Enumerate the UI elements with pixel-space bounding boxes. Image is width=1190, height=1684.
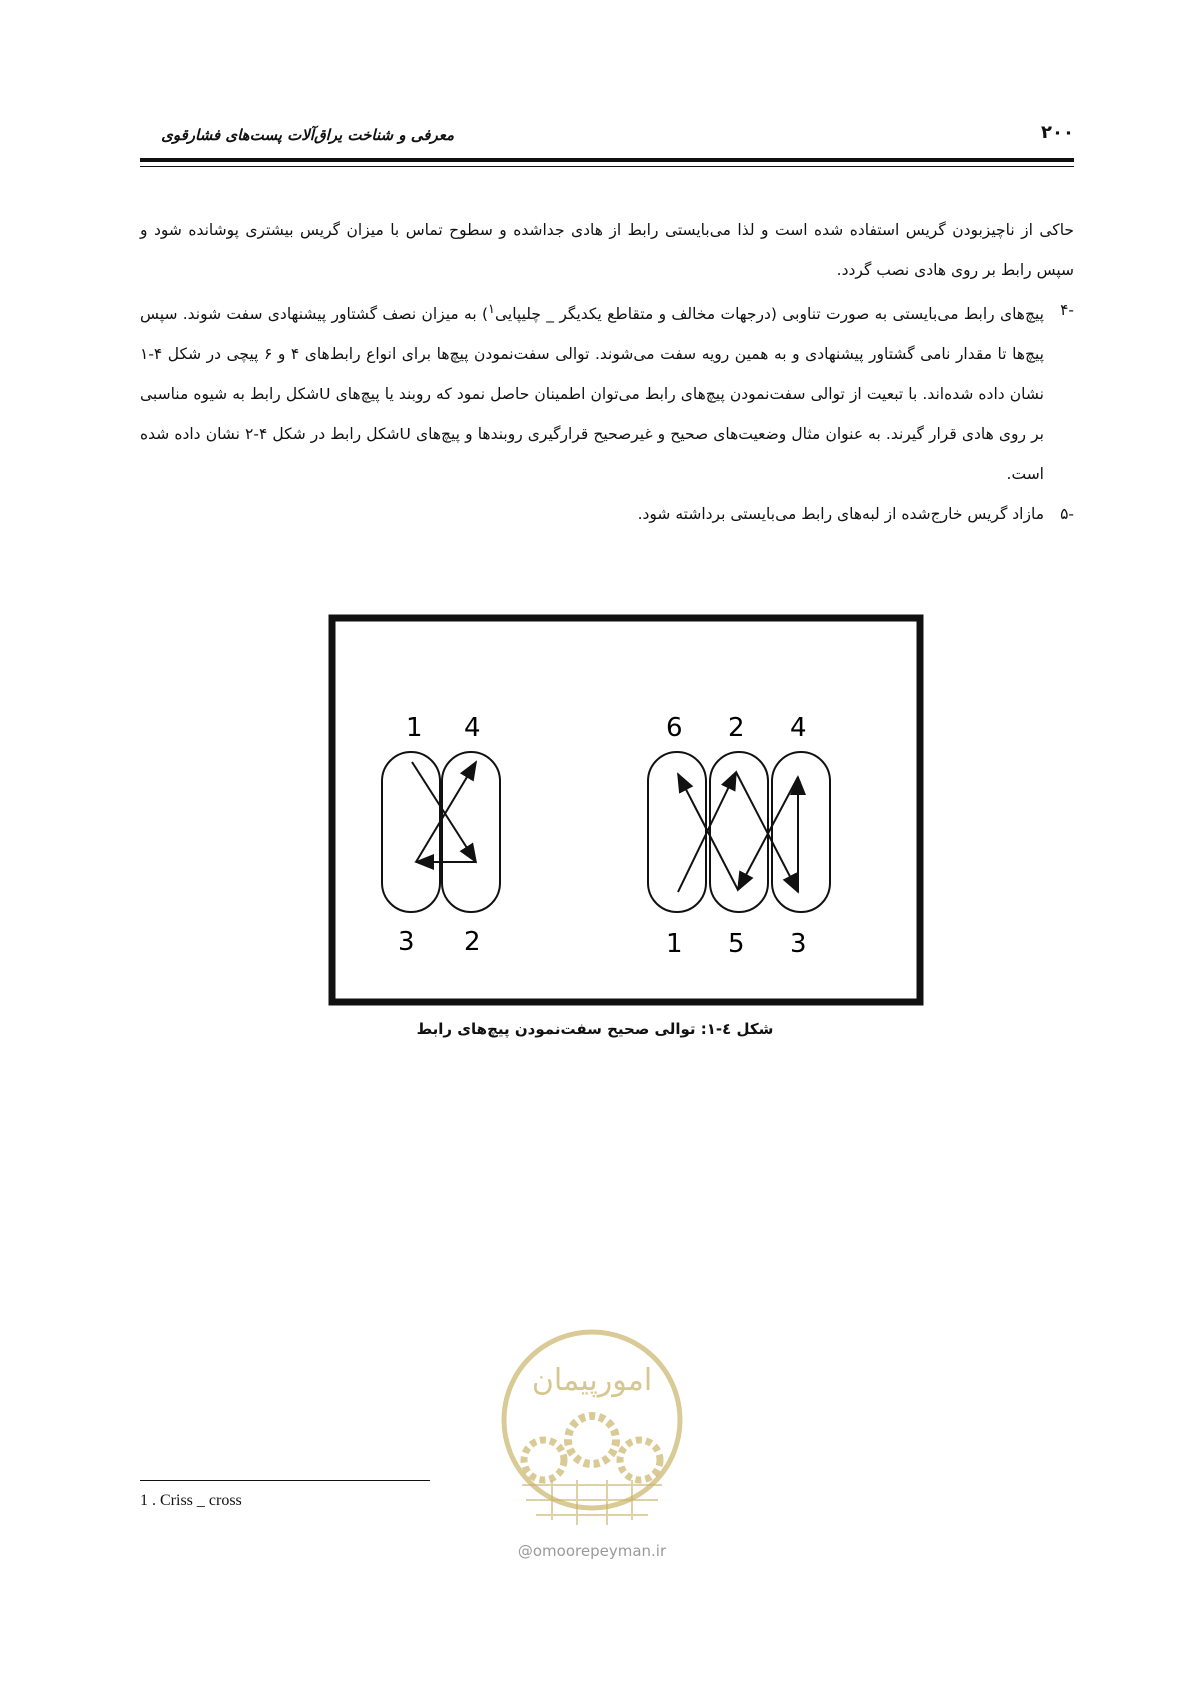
bolt-label: 1	[666, 929, 683, 959]
list-item-5	[140, 494, 1074, 534]
footnote-marker: ۱	[488, 302, 495, 317]
item-text-continued: ) به میزان نصف گشتاور پیشنهادی سفت شوند. سپس پیچ‌ها تا مقدار نامی گشتاور پیشنهادی و به همین رویه سفت می‌شوند. توالی سفت‌نمودن پیچ‌ها برای انواع رابط‌های ۴ و ۶ پیچی در شکل ۴-۱ نشان داده شده‌اند. با تبعیت از توالی سفت‌نمودن پیچ‌های رابط می‌توان اطمینان حاصل نمود که روبند یا پیچ‌های Uشکل رابط به شیوه مناسبی بر روی هادی قرار گیرند. به عنوان مثال وضعیت‌های صحیح و غیرصحیح قرارگیری روبندها و پیچ‌های Uشکل رابط در شکل ۴-۲ نشان داده شده است.	[140, 305, 1044, 484]
page-number: ۲۰۰	[1041, 122, 1074, 143]
item-text: مازاد گریس خارج‌شده از لبه‌های رابط می‌بایستی برداشته شود.	[637, 505, 1044, 524]
bolt-label: 5	[728, 929, 745, 959]
bolt-slot-1	[648, 752, 706, 912]
bolt-label: 4	[464, 713, 481, 743]
six-bolt-diagram	[648, 713, 830, 959]
bolt-label: 4	[790, 713, 807, 743]
bolt-slot-3	[772, 752, 830, 912]
watermark-emblem	[492, 1320, 692, 1540]
bolt-label: 3	[398, 927, 415, 957]
figure-caption: شکل ٤-١: توالی صحیح سفت‌نمودن پیچ‌های رابط	[416, 1020, 774, 1038]
footnote-rule	[140, 1480, 430, 1481]
watermark-logo-text: امورپیمان	[531, 1363, 653, 1398]
item-number: -۴	[1060, 301, 1074, 319]
body-text	[140, 210, 1074, 534]
bolt-label: 6	[666, 713, 683, 743]
bolt-sequence-figure	[326, 612, 926, 1008]
list-item-4	[140, 290, 1074, 494]
bolt-label: 1	[406, 713, 423, 743]
bolt-label: 2	[464, 927, 481, 957]
bolt-slot-right	[442, 752, 500, 912]
header-rule-thick	[140, 158, 1074, 162]
figure-frame	[332, 618, 920, 1002]
bolt-slot-left	[382, 752, 440, 912]
bolt-label: 2	[728, 713, 745, 743]
footnote: 1 . Criss _ cross	[140, 1492, 242, 1509]
item-text: پیچ‌های رابط می‌بایستی به صورت تناوبی (درجهات مخالف و متقاطع یکدیگر _ چلیپایی	[494, 305, 1044, 324]
watermark-site: @omoorepeyman.ir	[517, 1542, 667, 1560]
header-rule-thin	[140, 166, 1074, 167]
paragraph-continued: حاکی از ناچیزبودن گریس استفاده شده است و لذا می‌بایستی رابط از هادی جداشده و سطوح تماس با میزان گریس بیشتری پوشانده شود و سپس رابط بر روی هادی نصب گردد.	[140, 221, 1074, 279]
page-header	[140, 118, 1074, 152]
figure-drawing	[326, 612, 926, 1008]
watermark-logo	[492, 1320, 692, 1570]
four-bolt-diagram	[382, 713, 500, 957]
item-number: -۵	[1060, 505, 1074, 524]
running-title: معرفی و شناخت یراق‌آلات پست‌های فشارقوی	[161, 126, 454, 144]
bolt-label: 3	[790, 929, 807, 959]
